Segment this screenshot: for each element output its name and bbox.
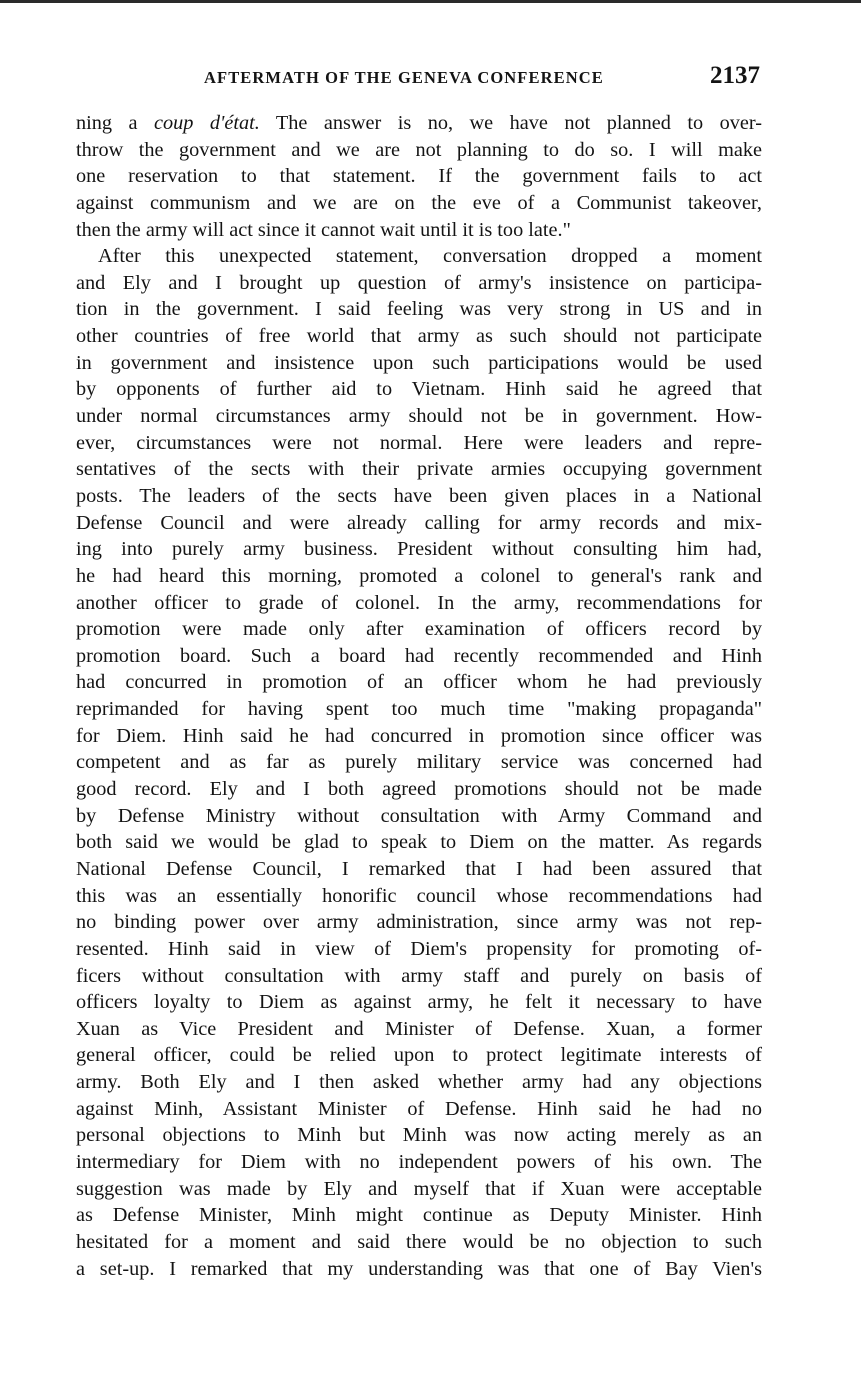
- top-border-rule: [0, 0, 861, 3]
- text-line: he had heard this morning, promoted a colonel to general's rank and: [76, 564, 762, 587]
- text-line: one reservation to that statement. If the government fails to act: [76, 165, 762, 188]
- text-line: a set-up. I remarked that my understanding was that one of Bay Vien's: [76, 1257, 762, 1280]
- text-line: army. Both Ely and I then asked whether army had any objections: [76, 1071, 762, 1094]
- text-line: in government and insistence upon such participations would be used: [76, 351, 762, 374]
- text-line: [76, 110, 762, 137]
- text-line: under normal circumstances army should not be in government. How-: [76, 405, 762, 428]
- text-line: good record. Ely and I both agreed promotions should not be made: [76, 778, 762, 801]
- text-line: sentatives of the sects with their private armies occupying government: [76, 458, 762, 481]
- text-line: Xuan as Vice President and Minister of Defense. Xuan, a former: [76, 1017, 762, 1040]
- text-line: hesitated for a moment and said there would be no objection to such: [76, 1230, 762, 1253]
- text-line: general officer, could be relied upon to protect legitimate interests of: [76, 1044, 762, 1067]
- text-line: Defense Council and were already calling for army records and mix-: [76, 511, 762, 534]
- text-line: both said we would be glad to speak to Diem on the matter. As regards: [76, 831, 762, 854]
- text-line: tion in the government. I said feeling was very strong in US and in: [76, 298, 762, 321]
- running-title: AFTERMATH OF THE GENEVA CONFERENCE: [204, 68, 604, 87]
- text-line: by Defense Ministry without consultation with Army Command and: [76, 804, 762, 827]
- body-text: [76, 110, 762, 1282]
- text-line: ficers without consultation with army staff and purely on basis of: [76, 964, 762, 987]
- text-line: had concurred in promotion of an officer whom he had previously: [76, 671, 762, 694]
- text-line: officers loyalty to Diem as against army, he felt it necessary to have: [76, 991, 762, 1014]
- text-line: then the army will act since it cannot wait until it is too late.": [76, 218, 571, 241]
- text-line: National Defense Council, I remarked that I had been assured that: [76, 857, 762, 880]
- text-line: throw the government and we are not planning to do so. I will make: [76, 138, 762, 161]
- page-header: [76, 62, 762, 96]
- text-segment: ning a: [76, 112, 154, 134]
- text-line: as Defense Minister, Minh might continue as Deputy Minister. Hinh: [76, 1204, 762, 1227]
- page-number: 2137: [710, 62, 760, 89]
- text-line: ever, circumstances were not normal. Here were leaders and repre-: [76, 431, 762, 454]
- text-line: ing into purely army business. President without consulting him had,: [76, 538, 762, 561]
- text-line: promotion board. Such a board had recently recommended and Hinh: [76, 644, 762, 667]
- text-line: intermediary for Diem with no independent powers of his own. The: [76, 1150, 762, 1173]
- text-line: other countries of free world that army as such should not participate: [76, 325, 762, 348]
- text-line: for Diem. Hinh said he had concurred in promotion since officer was: [76, 724, 762, 747]
- text-line: resented. Hinh said in view of Diem's propensity for promoting of-: [76, 937, 762, 960]
- text-line: another officer to grade of colonel. In the army, recommendations for: [76, 591, 762, 614]
- text-line: against Minh, Assistant Minister of Defense. Hinh said he had no: [76, 1097, 762, 1120]
- text-line: reprimanded for having spent too much time "making propaganda": [76, 698, 762, 721]
- text-line: against communism and we are on the eve of a Communist takeover,: [76, 191, 762, 214]
- text-line: this was an essentially honorific council whose recommendations had: [76, 884, 762, 907]
- text-line: posts. The leaders of the sects have been given places in a National: [76, 484, 762, 507]
- text-line: After this unexpected statement, conversation dropped a moment: [98, 245, 762, 268]
- text-line: personal objections to Minh but Minh was now acting merely as an: [76, 1124, 762, 1147]
- text-line: suggestion was made by Ely and myself that if Xuan were acceptable: [76, 1177, 762, 1200]
- text-line: by opponents of further aid to Vietnam. Hinh said he agreed that: [76, 378, 762, 401]
- text-line: competent and as far as purely military service was concerned had: [76, 751, 762, 774]
- text-line: no binding power over army administration, since army was not rep-: [76, 911, 762, 934]
- text-line: promotion were made only after examination of officers record by: [76, 618, 762, 641]
- text-line: and Ely and I brought up question of army's insistence on participa-: [76, 271, 762, 294]
- italic-phrase: coup d'état.: [153, 112, 260, 134]
- text-segment: The answer is no, we have not planned to over-: [259, 112, 762, 134]
